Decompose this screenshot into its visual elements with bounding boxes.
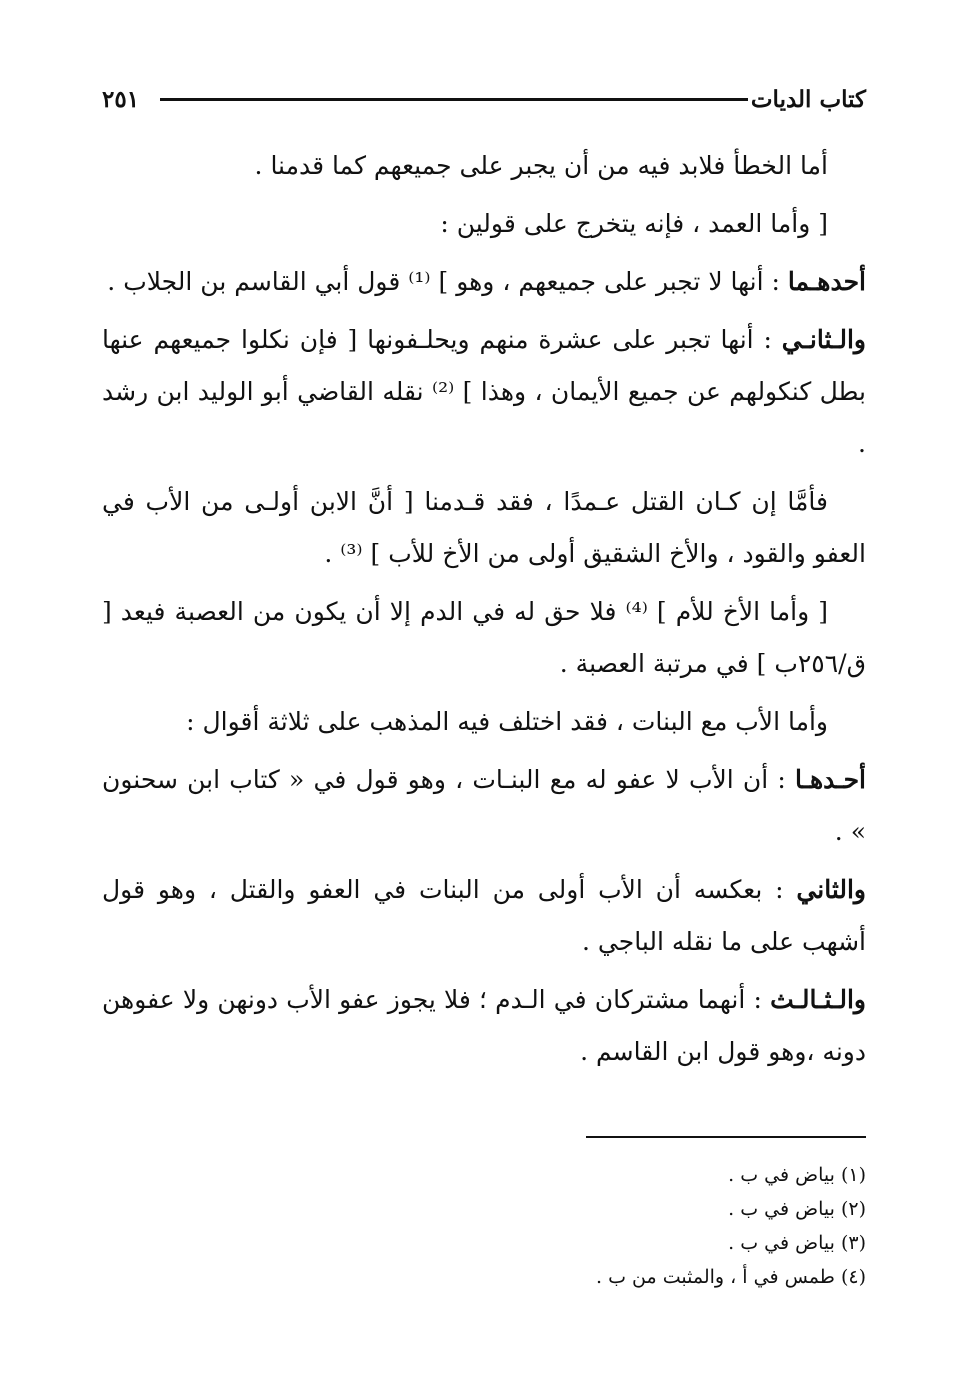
paragraph-text: أما الخطأ فلابد فيه من أن يجبر على جميعهم كما قدمنا . <box>254 151 828 180</box>
paragraph <box>102 314 866 470</box>
chapter-title: كتاب الديات <box>750 86 866 113</box>
paragraph <box>102 864 866 968</box>
page-number: ٢٥١ <box>102 86 140 113</box>
paragraph-lead: أحـدهـا <box>795 765 866 794</box>
paragraph <box>102 140 866 192</box>
paragraph <box>102 586 866 690</box>
paragraph-lead: أحدهـما <box>787 267 866 296</box>
paragraph-text: : أنها تجبر على عشرة منهم ويحلـفونها [ فإن نكلوا جميعهم عنها بطل كنكولهم عن جميع الأيمان ، وهذا ] ⁽²⁾ نقله القاضي أبو الوليد ابن رشد . <box>102 325 866 458</box>
paragraph-text: فأمَّا إن كـان القتل عـمدًا ، فقد قـدمنا [ أنَّ الابن أولـى من الأب في العفو والقود ، والأخ الشقيق أولى من الأخ للأب ] ⁽³⁾ . <box>102 487 866 568</box>
footnotes <box>366 1158 866 1294</box>
paragraph <box>102 198 866 250</box>
paragraph <box>102 974 866 1078</box>
paragraph-lead: والثاني <box>796 875 866 904</box>
footnote-3: (٣) بياض في ب . <box>728 1232 866 1254</box>
paragraph <box>102 696 866 748</box>
paragraph-text: [ وأما العمد ، فإنه يتخرج على قولين : <box>440 209 828 238</box>
footnote-2: (٢) بياض في ب . <box>728 1198 866 1220</box>
footnote-1: (١) بياض في ب . <box>728 1164 866 1186</box>
body-text <box>102 140 866 1084</box>
paragraph-lead: والـثـالـث <box>770 985 866 1014</box>
footnote-4: (٤) طمس في أ ، والمثبت من ب . <box>596 1266 866 1288</box>
running-header <box>102 82 866 118</box>
header-rule <box>160 98 748 101</box>
paragraph-text: : بعكسه أن الأب أولى من البنات في العفو والقتل ، وهو قول أشهب على ما نقله الباجي . <box>102 875 866 956</box>
paragraph <box>102 256 866 308</box>
paragraph <box>102 754 866 858</box>
paragraph-text: : أن الأب لا عفو له مع البنـات ، وهو قول في « كتاب ابن سحنون » . <box>102 765 866 846</box>
paragraph-lead: والـثانـي <box>781 325 866 354</box>
paragraph-text: : أنهما مشتركان في الـدم ؛ فلا يجوز عفو الأب دونهن ولا عفوهن دونه ،وهو قول ابن القاسم . <box>102 985 866 1066</box>
paragraph-text: [ وأما الأخ للأم ] ⁽⁴⁾ فلا حق له في الدم إلا أن يكون من العصبة فيعد [ ق/٢٥٦ب ] في مرتبة العصبة . <box>102 597 866 678</box>
paragraph-text: وأما الأب مع البنات ، فقد اختلف فيه المذهب على ثلاثة أقوال : <box>186 707 828 736</box>
footnote-rule <box>586 1136 866 1138</box>
paragraph-text: : أنها لا تجبر على جميعهم ، وهو ] ⁽¹⁾ قول أبي القاسم بن الجلاب . <box>107 267 788 296</box>
paragraph <box>102 476 866 580</box>
